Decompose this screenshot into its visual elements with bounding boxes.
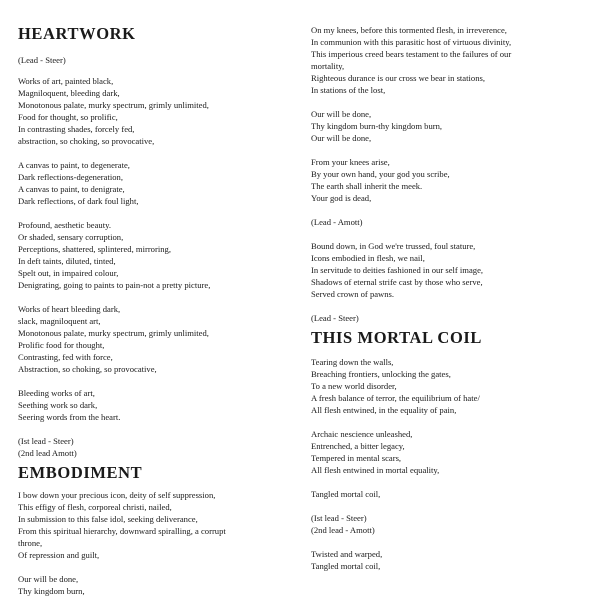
lyric-line: Served crown of pawns. [311, 289, 395, 299]
lead-credit: (Lead - Steer) [18, 55, 66, 65]
lyric-line: To a new world disorder, [311, 381, 397, 391]
lyric-line: In communion with this parasitic host of virtuous divinity, [311, 37, 512, 47]
lyric-line: All flesh entwined, in the equality of pain, [311, 405, 457, 415]
lyric-line: All flesh entwined in mortal equality, [311, 465, 440, 475]
lyric-line: In deft taints, diluted, tinted, [18, 256, 116, 266]
lyric-line: Prolific food for thought, [18, 340, 105, 350]
lyric-line: Entrenched, a bitter legacy, [311, 441, 405, 451]
lyric-line: slack, magniloquent art, [18, 316, 101, 326]
left-column [18, 0, 288, 597]
lyric-line: A canvas to paint, to degenerate, [18, 160, 130, 170]
lyric-line: I bow down your precious icon, deity of self suppression, [18, 490, 216, 500]
lyric-line: This imperious creed bears testament to the failures of our [311, 49, 512, 59]
lyric-line: Of repression and guilt, [18, 550, 100, 560]
lyric-line: This effigy of flesh, corporeal christi, nailed, [18, 502, 172, 512]
lyric-line: Thy kingdom burn, [18, 586, 85, 596]
lyric-line: Breaching frontiers, unlocking the gates, [311, 369, 451, 379]
lyric-line: Denigrating, going to paints to pain-not a pretty picture, [18, 280, 211, 290]
lead-credit: (2nd lead Amott) [18, 448, 77, 458]
lyric-line: A canvas to paint, to denigrate, [18, 184, 125, 194]
lyric-line: In contrasting shades, forcely fed, [18, 124, 135, 134]
lead-credit: (2nd lead - Amott) [311, 525, 375, 535]
right-column [311, 0, 583, 572]
lyric-line: Food for thought, so prolific, [18, 112, 118, 122]
lyric-line: Icons embodied in flesh, we nail, [311, 253, 425, 263]
lyric-line: A fresh balance of terror, the equilibrium of hate/ [311, 393, 480, 403]
lyric-line: Dark reflections, of dark foul light, [18, 196, 139, 206]
lyric-line: Tangled mortal coil, [311, 489, 381, 499]
lead-credit: (Ist lead - Steer) [311, 513, 367, 523]
lyric-line: Tangled mortal coil, [311, 561, 381, 571]
lyric-line: Righteous durance is our cross we bear in stations, [311, 73, 485, 83]
lyric-line: Our will be done, [311, 133, 372, 143]
lyric-line: Bound down, in God we're trussed, foul stature, [311, 241, 476, 251]
song-title-embodiment: EMBODIMENT [18, 463, 143, 482]
lyric-line: In stations of the lost, [311, 85, 386, 95]
lyric-line: Spelt out, in impaired colour, [18, 268, 119, 278]
lyric-line: mortality, [311, 61, 345, 71]
lyric-line: Tearing down the walls, [311, 357, 394, 367]
lyric-line: Seething work so dark, [18, 400, 98, 410]
lyric-line: Abstraction, so choking, so provocative, [18, 364, 157, 374]
lyric-line: Twisted and warped, [311, 549, 383, 559]
song-title-heartwork: HEARTWORK [18, 24, 136, 43]
lyric-line: Dark reflections-degeneration, [18, 172, 123, 182]
lyric-line: Monotonous palate, murky spectrum, grimly unlimited, [18, 100, 209, 110]
lyric-line: By your own hand, your god you scribe, [311, 169, 450, 179]
lyric-line: Monotonous palate, murky spectrum, grimly unlimited, [18, 328, 209, 338]
lyric-line: Archaic nescience unleashed, [311, 429, 413, 439]
lyric-line: Thy kingdom burn-thy kingdom burn, [311, 121, 443, 131]
lyric-line: Perceptions, shattered, splintered, mirroring, [18, 244, 171, 254]
lyric-line: Tempered in mental scars, [311, 453, 402, 463]
lyric-line: Our will be done, [311, 109, 372, 119]
lyric-line: Your god is dead, [311, 193, 372, 203]
lyric-line: Bleeding works of art, [18, 388, 95, 398]
lyric-line: On my knees, before this tormented flesh, in irreverence, [311, 25, 507, 35]
lyric-line: Seering words from the heart. [18, 412, 121, 422]
lyric-line: From your knees arise, [311, 157, 390, 167]
lead-credit: (Lead - Steer) [311, 313, 359, 323]
lyric-line: From this spiritual hierarchy, downward spiralling, a corrupt [18, 526, 226, 536]
lyric-line: Contrasting, fed with force, [18, 352, 113, 362]
lyric-line: The earth shall inherit the meek. [311, 181, 423, 191]
lyric-line: In submission to this false idol, seeking deliverance, [18, 514, 198, 524]
lyric-line: Or shaded, sensary corruption, [18, 232, 124, 242]
lead-credit: (Ist lead - Steer) [18, 436, 74, 446]
lyric-line: throne, [18, 538, 43, 548]
lyric-line: In servitude to deities fashioned in our self image, [311, 265, 484, 275]
lyric-line: Our will be done, [18, 574, 79, 584]
song-title-this-mortal-coil: THIS MORTAL COIL [311, 328, 482, 347]
lyric-line: Magniloquent, bleeding dark, [18, 88, 120, 98]
lyric-line: Works of art, painted black, [18, 76, 114, 86]
lead-credit: (Lead - Amott) [311, 217, 363, 227]
lyric-line: abstraction, so choking, so provocative, [18, 136, 155, 146]
lyric-line: Works of heart bleeding dark, [18, 304, 121, 314]
lyric-line: Shadows of eternal strife cast by those who serve, [311, 277, 483, 287]
lyric-line: Profound, aesthetic beauty. [18, 220, 111, 230]
